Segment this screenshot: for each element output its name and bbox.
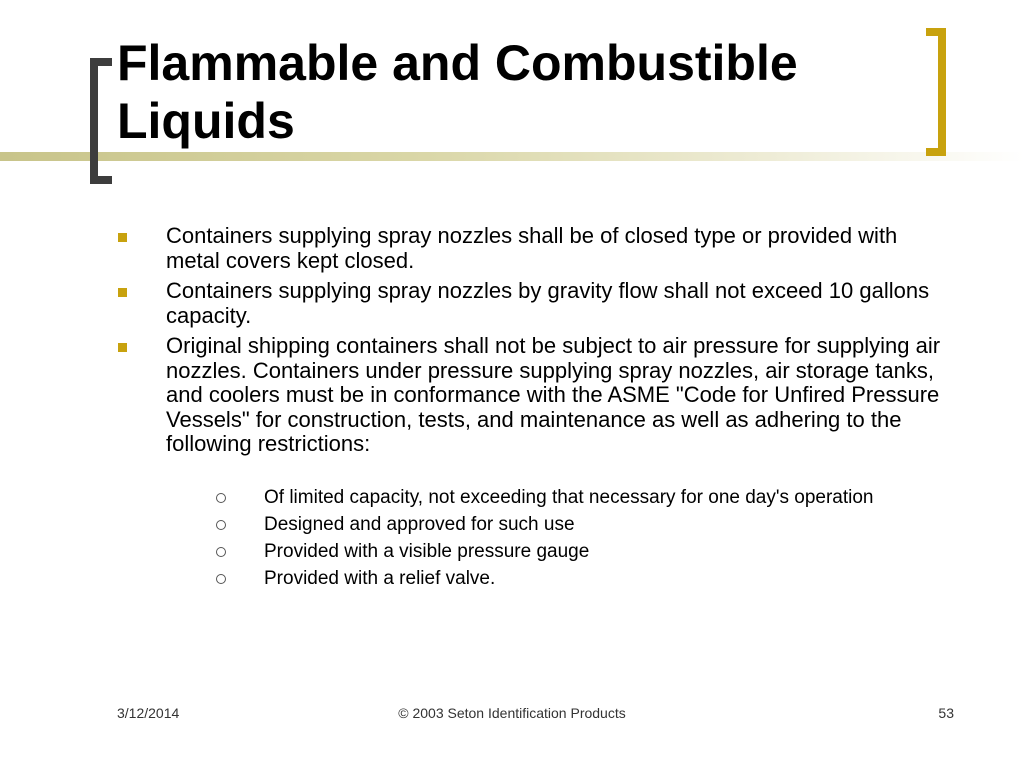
- circle-bullet-icon: [216, 493, 226, 503]
- footer-copyright: © 2003 Seton Identification Products: [398, 705, 626, 721]
- circle-bullet-icon: [216, 574, 226, 584]
- slide-title-line: Liquids: [117, 93, 295, 149]
- bullet-item: [118, 334, 948, 590]
- bullet-text: Containers supplying spray nozzles by gravity flow shall not exceed 10 gallons capacity.: [166, 278, 930, 328]
- bullet-item: [118, 224, 948, 273]
- sub-bullet-text: Provided with a relief valve.: [264, 567, 496, 589]
- sub-bullet-text: Provided with a visible pressure gauge: [264, 540, 590, 562]
- bullet-item: [118, 279, 948, 328]
- bullet-text: Original shipping containers shall not be subject to air pressure for supplying air nozzles. Containers under pressure supplying spray nozzles, air storage tanks, and coolers must be in conformance with the ASME "Code for Unfired Pressure Vessels" for construction, tests, and maintenance as well as adhering to the following restrictions:: [166, 333, 941, 456]
- bullet-list: [118, 224, 948, 590]
- slide-body: [118, 224, 948, 596]
- square-bullet-icon: [118, 288, 127, 297]
- sub-bullet-item: [166, 514, 948, 536]
- sub-bullet-item: [166, 541, 948, 563]
- circle-bullet-icon: [216, 547, 226, 557]
- bullet-text: Containers supplying spray nozzles shall be of closed type or provided with metal covers kept closed.: [166, 223, 898, 273]
- sub-bullet-text: Designed and approved for such use: [264, 513, 575, 535]
- footer-page-number: 53: [938, 705, 954, 721]
- square-bullet-icon: [118, 343, 127, 352]
- sub-bullet-text: Of limited capacity, not exceeding that necessary for one day's operation: [264, 486, 874, 508]
- circle-bullet-icon: [216, 520, 226, 530]
- sub-bullet-list: [166, 487, 948, 590]
- title-underline-band: [0, 152, 1024, 161]
- square-bullet-icon: [118, 233, 127, 242]
- slide-title-line: Flammable and Combustible: [117, 35, 798, 91]
- left-bracket-decoration: [90, 58, 112, 184]
- sub-bullet-item: [166, 568, 948, 590]
- sub-bullet-item: [166, 487, 948, 509]
- slide-title: [117, 34, 917, 150]
- right-bracket-decoration: [926, 28, 946, 156]
- footer-date: 3/12/2014: [117, 705, 180, 721]
